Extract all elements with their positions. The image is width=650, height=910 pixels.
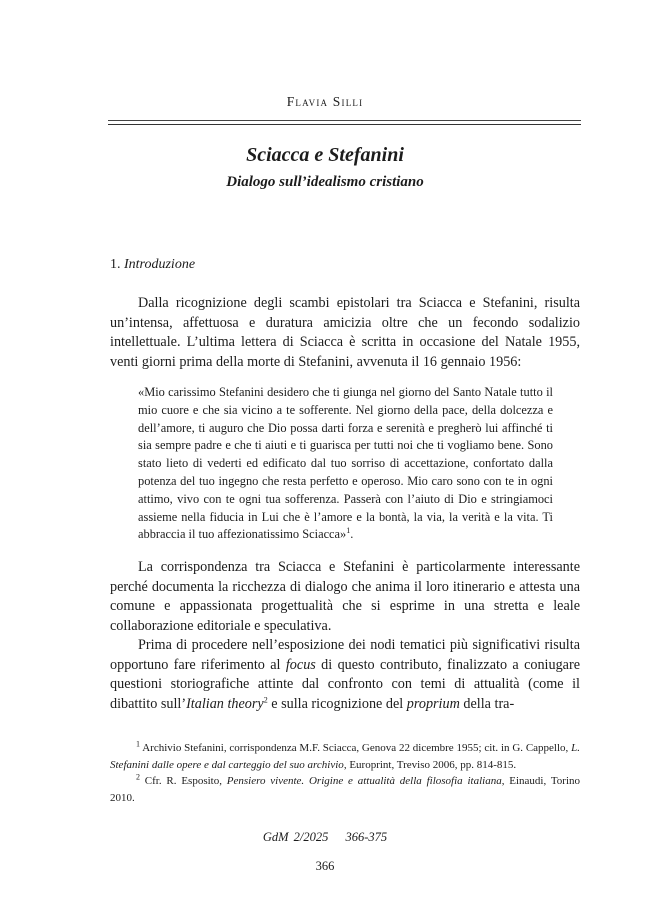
journal-pages: 366-375 — [345, 830, 388, 844]
quote-text: «Mio carissimo Stefanini desidero che ti giunga nel giorno del Santo Natale tutto il mio cuore e che sia vicino a te sofferente. Nel giorno della pace, della dolcezza e dell’amore, ti auguro che Dio possa darti forza e serenità e pregherò lui affinché ti sia sempre padre e che ti aiuti e ti guarisca per tutti noi che ti vogliamo bene. Sono stato lieto di vederti ed edificato dal tuo sorriso di accettazione, confortato dalla potenza del tuo ingegno che resta perfetto e operoso. Mio caro sono con te in ogni attimo, vivo con te ogni tua sofferenza. Passerà con l’aiuto di Dio e stringiamoci assieme nella fiducia in Lui che è l’amore e la bontà, la via, la verità e la vita. Ti abbraccia il tuo affezionatissimo Sciacca» — [138, 385, 553, 542]
footnote-1-title: L. Stefanini dalle opere e dal carteggio del suo archivio — [110, 742, 580, 771]
section-title: Introduzione — [124, 257, 196, 272]
header-rule-thick — [108, 124, 581, 125]
footnote-2-text-b: , Einaudi, Torino 2010. — [110, 775, 581, 804]
p3-part-d: della tra- — [459, 695, 515, 712]
footnote-2-text-a: Cfr. R. Esposito, — [140, 775, 227, 787]
paragraph-1-text: Dalla ricognizione degli scambi epistolari tra Sciacca e Stefanini, risulta un’intensa, affettuosa e duratura amicizia oltre che un fecondo sodalizio intellettuale. L’ultima lettera di Sciacca è scritta in occasione del Natale 1955, venti giorni prima della morte di Stefanini, avvenuta il 16 gennaio 1956: — [110, 295, 580, 370]
paragraph-2 — [110, 558, 580, 636]
journal-issue: GdM 2/2025 — [262, 830, 329, 844]
footnote-2-mark: 2 — [136, 772, 140, 782]
p3-part-b: di questo contributo, finalizzato a coniugare questioni storiografiche attinte dal confronto con temi di attualità (come il dibattito sull’ — [110, 656, 580, 712]
footnote-1 — [110, 740, 580, 773]
footnote-1-text-a: Archivio Stefanini, corrispondenza M.F. Sciacca, Genova 22 dicembre 1955; cit. in G. Cappello, — [140, 742, 572, 754]
journal-reference — [0, 830, 650, 845]
p3-part-c: e sulla ricognizione del — [267, 695, 407, 712]
footnote-1-mark: 1 — [136, 739, 140, 749]
article-subtitle: Dialogo sull’idealismo cristiano — [226, 174, 424, 190]
footnote-2-title: Pensiero vivente. Origine e attualità della filosofia italiana — [226, 775, 502, 787]
header-rule-thin — [108, 120, 581, 121]
block-quote: «Mio carissimo Stefanini desidero che ti giunga nel giorno del Santo Natale tutto il mio cuore e che sia vicino a te sofferente. Nel giorno della pace, della dolcezza e dell’amore, ti auguro che Dio possa darti forza e serenità e pregherò lui affinché ti sia sempre padre e che ti aiuti e ti guarisca per tutti noi che ti vogliamo bene. Sono stato lieto di vederti ed edificato dal tuo sorriso di accettazione, confortato dalla potenza del tuo ingegno che resta perfetto e operoso. Mio caro sono con te in ogni attimo, vivo con te ogni tua sofferenza. Passerà con l’aiuto di Dio e stringiamoci assieme nella fiducia in Lui che è l’amore e la bontà, la via, la verità e la vita. Ti abbraccia il tuo affezionatissimo Sciacca»$^1$. — [138, 385, 553, 542]
term-focus: focus — [285, 656, 316, 673]
footnote-ref-1[interactable]: 1 — [346, 526, 351, 536]
paragraph-1 — [110, 294, 580, 372]
running-header-author: Flavia Silli — [286, 94, 364, 109]
section-heading — [110, 257, 195, 273]
term-italian-theory: Italian theory — [186, 695, 264, 712]
footnote-1-text-b: , Europrint, Treviso 2006, pp. 814-815. — [343, 758, 517, 771]
paragraph-2-text: La corrispondenza tra Sciacca e Stefanini è particolarmente interessante perché documenta la ricchezza di dialogo che anima il loro itinerario e attesta una comune e appassionata progettualità che si esprime in una stretta e leale collaborazione editoriale e speculativa. — [110, 559, 580, 634]
p3-part-a: Prima di procedere nell’esposizione dei nodi tematici più significativi risulta opportuno fare riferimento al — [110, 637, 580, 673]
footnote-ref-2[interactable]: 2 — [263, 695, 268, 705]
paragraph-3-text — [110, 636, 580, 714]
footnote-2 — [110, 773, 580, 806]
section-number: 1. — [110, 257, 121, 272]
page-number: 366 — [315, 859, 335, 873]
term-proprium: proprium — [406, 695, 460, 712]
footnotes — [110, 740, 580, 806]
paragraph-3 — [110, 636, 580, 714]
article-title: Sciacca e Stefanini — [246, 144, 404, 166]
